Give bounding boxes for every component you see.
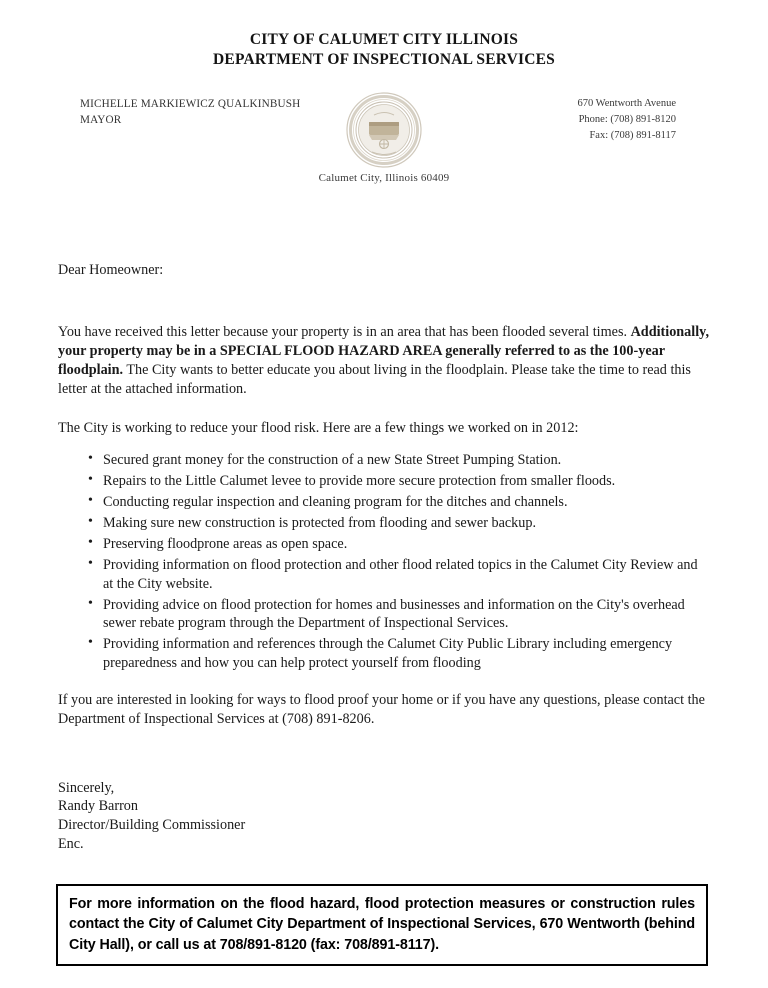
list-item: • Providing advice on flood protection for homes and businesses and information on the City's overhead sewer rebate program through the Department of Inspectional Services. (58, 596, 710, 634)
accomplishments-list (58, 451, 710, 673)
contact-block (578, 96, 677, 144)
organization-title (0, 30, 768, 71)
mayor-block (80, 96, 300, 128)
intro-text-part-1: You have received this letter because your property is in an area that has been flooded several times. (58, 324, 631, 340)
list-item: • Providing information on flood protection and other flood related topics in the Calumet City Review and at the City website. (58, 556, 710, 594)
salutation: Dear Homeowner: (58, 262, 164, 278)
letter-body (58, 262, 710, 853)
lead-in-paragraph: The City is working to reduce your flood risk. Here are a few things we worked on in 2012: (58, 419, 579, 436)
fax-number: Fax: (708) 891-8117 (589, 129, 676, 141)
footer-notice-box (56, 884, 708, 966)
list-item: • Secured grant money for the construction of a new State Street Pumping Station. (58, 451, 710, 470)
signer-title: Director/Building Commissioner (58, 816, 246, 833)
enclosure-note: Enc. (58, 835, 84, 852)
list-item: • Repairs to the Little Calumet levee to provide more secure protection from smaller floods. (58, 472, 710, 491)
list-item: • Providing information and references through the Calumet City Public Library including emergency preparedness and how you can help protect yourself from flooding (58, 635, 710, 673)
intro-text-part-2: The City wants to better educate you about living in the floodplain. Please take the time to read this letter at the attached information. (58, 361, 691, 397)
title-line-1: CITY OF CALUMET CITY ILLINOIS (249, 31, 519, 48)
title-line-2: DEPARTMENT OF INSPECTIONAL SERVICES (213, 51, 555, 69)
signature-block (58, 779, 710, 853)
mayor-name: MICHELLE MARKIEWICZ QUALKINBUSH (80, 97, 301, 110)
city-seal-icon (342, 90, 426, 170)
letterhead (0, 30, 768, 184)
city-state-zip: Calumet City, Illinois 60409 (318, 171, 450, 184)
signer-name: Randy Barron (58, 798, 138, 815)
sign-off: Sincerely, (58, 779, 115, 796)
mayor-title: MAYOR (80, 114, 122, 127)
footer-notice-text: For more information on the flood hazard, flood protection measures or construction rules contact the City of Calumet City Department of Inspectional Services, 670 Wentworth (behind City Hall), or call us at 708/891-8120 (fax: 708/891-8117). (69, 896, 695, 953)
street-address: 670 Wentworth Avenue (577, 97, 676, 109)
closing-paragraph: If you are interested in looking for ways to flood proof your home or if you have any questions, please contact the Department of Inspectional Services at (708) 891-8206. (58, 692, 705, 727)
phone-number: Phone: (708) 891-8120 (578, 113, 676, 125)
list-item: • Conducting regular inspection and cleaning program for the ditches and channels. (58, 493, 710, 512)
intro-paragraph (58, 323, 710, 399)
list-item: • Preserving floodprone areas as open space. (58, 535, 710, 554)
list-item: • Making sure new construction is protected from flooding and sewer backup. (58, 514, 710, 533)
letterhead-columns (0, 90, 768, 176)
intro-text-bold: Additionally, your property may be in a SPECIAL FLOOD HAZARD AREA generally referred to as the 100-year floodplain. (58, 324, 710, 378)
